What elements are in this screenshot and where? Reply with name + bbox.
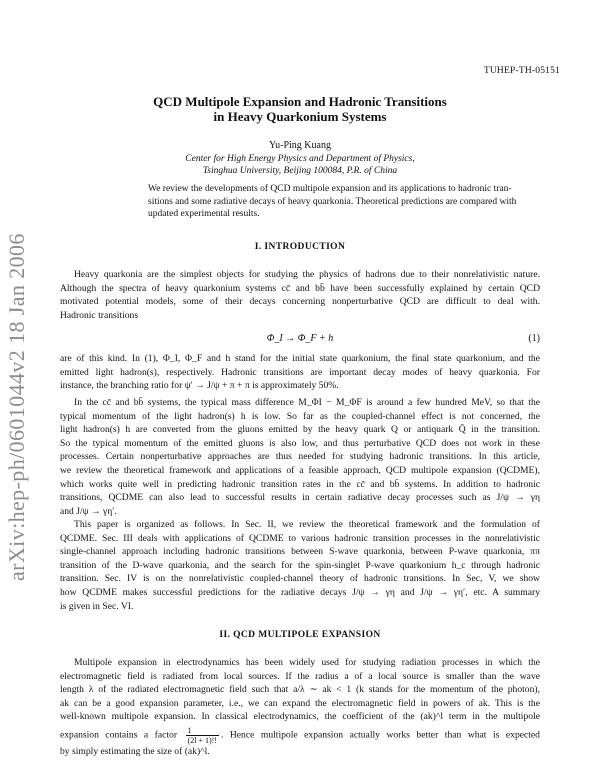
text-line: emitted light hadron(s), respectively. Hadronic transitions are important decay modes of heavy quarkonia. For [60,366,540,378]
intro-paragraph-3 [60,396,540,518]
report-number: TUHEP-TH-05151 [483,66,560,76]
text-line: This paper is organized as follows. In Sec. II, we review the theoretical framework and the formulation of [74,519,540,530]
intro-paragraph-2 [60,352,540,393]
abstract [134,183,517,221]
title-line-2: in Heavy Quarkonium Systems [213,109,387,124]
fraction-trail-text: . Hence multipole expansion actually works better than what is expected [220,729,540,741]
section-heading-introduction: I. INTRODUCTION [254,242,346,252]
text-line: electromagnetic field is radiated from local sources. If the radius a of a local source is smaller than the wave [60,670,540,682]
text-line: are of this kind. In (1), Φ_I, Φ_F and h stand for the initial state quarkonium, the final state quarkonium, and the [60,353,540,364]
multipole-paragraph-1 [60,656,540,759]
text-line: QCDME. Sec. III deals with applications of QCDME to various hadronic transition processes in the nonrelativistic [60,532,540,544]
intro-paragraph-4 [60,518,540,613]
text-line: is given in Sec. VI. [60,600,134,612]
text-line: ak can be a good expansion parameter, i.e., we can expand the electromagnetic field in powers of ak. This is the [60,697,540,709]
text-line: length λ of the radiated electromagnetic field such that a/λ ∼ ak < 1 (k stands for the momentum of the photon), [60,684,540,696]
equation-expression: Φ_I → Φ_F + h [266,333,334,344]
text-line: Hadronic transitions [60,309,139,321]
fraction [186,726,219,745]
text-line: single-channel approach including hadronic transitions between S-wave quarkonia, between P-wave quarkonia, ππ [60,546,540,558]
text-line: well-known multipole expansion. In classical electrodynamics, the coefficient of the (ak)^l term in the multipole [60,711,540,723]
abstract-line: We review the developments of QCD multipole expansion and its applications to hadronic tran- [148,184,512,194]
arxiv-stamp: arXiv:hep-ph/0601044v2 18 Jan 2006 [4,233,29,581]
affiliation-line-1: Center for High Energy Physics and Department of Physics, [185,154,415,164]
text-line: we review the theoretical framework and applications of a feasible approach, QCD multipole expansion (QCDME), [60,464,540,476]
abstract-line: updated experimental results. [148,209,260,219]
text-line: In the cc̄ and bb̄ systems, the typical mass difference M_ΦI − M_ΦF is around a few hundred MeV, so that the [74,397,540,408]
text-line-with-fraction [60,726,540,745]
text-line: transition. Sec. IV is on the nonrelativistic coupled-channel theory of hadronic transitions. In Sec, V, we show [60,573,540,585]
text-line: transition of the D-wave quarkonia, and the search for the spin-singlet P-wave quarkonium h_c through hadronic [60,559,540,571]
affiliation [60,153,540,177]
fraction-denominator: (2l + 1)!! [187,735,217,745]
abstract-line: sitions and some radiative decays of heavy quarkonia. Theoretical predictions are compared with [148,196,517,207]
text-line: which works quite well in predicting hadronic transition rates in the cc̄ and bb̄ systems. In addition to hadronic [60,478,540,490]
title-line-1: QCD Multipole Expansion and Hadronic Transitions [153,94,447,109]
text-line: typical momentum of the light hadron(s) h is low. So far as the coupled-channel effect is not concerned, the [60,410,540,422]
affiliation-line-2: Tsinghua University, Beijing 100084, P.R. of China [202,166,398,176]
fraction-numerator: 1 [186,726,219,736]
text-line: instance, the branching ratio for ψ′ → J/ψ + π + π is approximately 50%. [60,380,339,392]
intro-paragraph-1 [60,268,540,322]
text-line: transitions, QCDME can also lead to successful results in certain radiative decay processes such as J/ψ → γη [60,492,540,504]
text-line: Although the spectra of heavy quarkonium systems cc̄ and bb̄ have been successfully explained by certain QCD [60,282,540,294]
author-name: Yu-Ping Kuang [269,140,331,151]
text-line: So the typical momentum of the emitted gluons is also low, and thus perturbative QCD does not work in these [60,437,540,449]
section-heading-multipole: II. QCD MULTIPOLE EXPANSION [219,630,381,640]
text-line: motivated potential models, some of their decays concerning nonperturbative QCD are difficult to deal with. [60,296,540,308]
text-line: how QCDME makes successful predictions for the radiative decays J/ψ → γη and J/ψ → γη′, etc. A summary [60,586,540,598]
text-line: Heavy quarkonia are the simplest objects for studying the physics of hadrons due to their nonrelativistic nature. [74,269,540,280]
text-line: by simply estimating the size of (ak)^l. [60,745,210,757]
text-line: light hadron(s) h are converted from the gluons emitted by the heavy quark Q or antiquark Q̄ in the transition. [60,424,540,436]
equation-1 [60,333,540,347]
equation-number: (1) [528,333,540,344]
fraction-lead-text: expansion contains a factor [60,729,178,741]
paper-title [60,94,540,124]
text-line: and J/ψ → γη′. [60,505,117,517]
text-line: Multipole expansion in electrodynamics has been widely used for studying radiation processes in which the [74,657,540,668]
text-line: processes. Certain nonperturbative approaches are thus needed for studying hadronic transitions. In this article, [60,451,540,463]
